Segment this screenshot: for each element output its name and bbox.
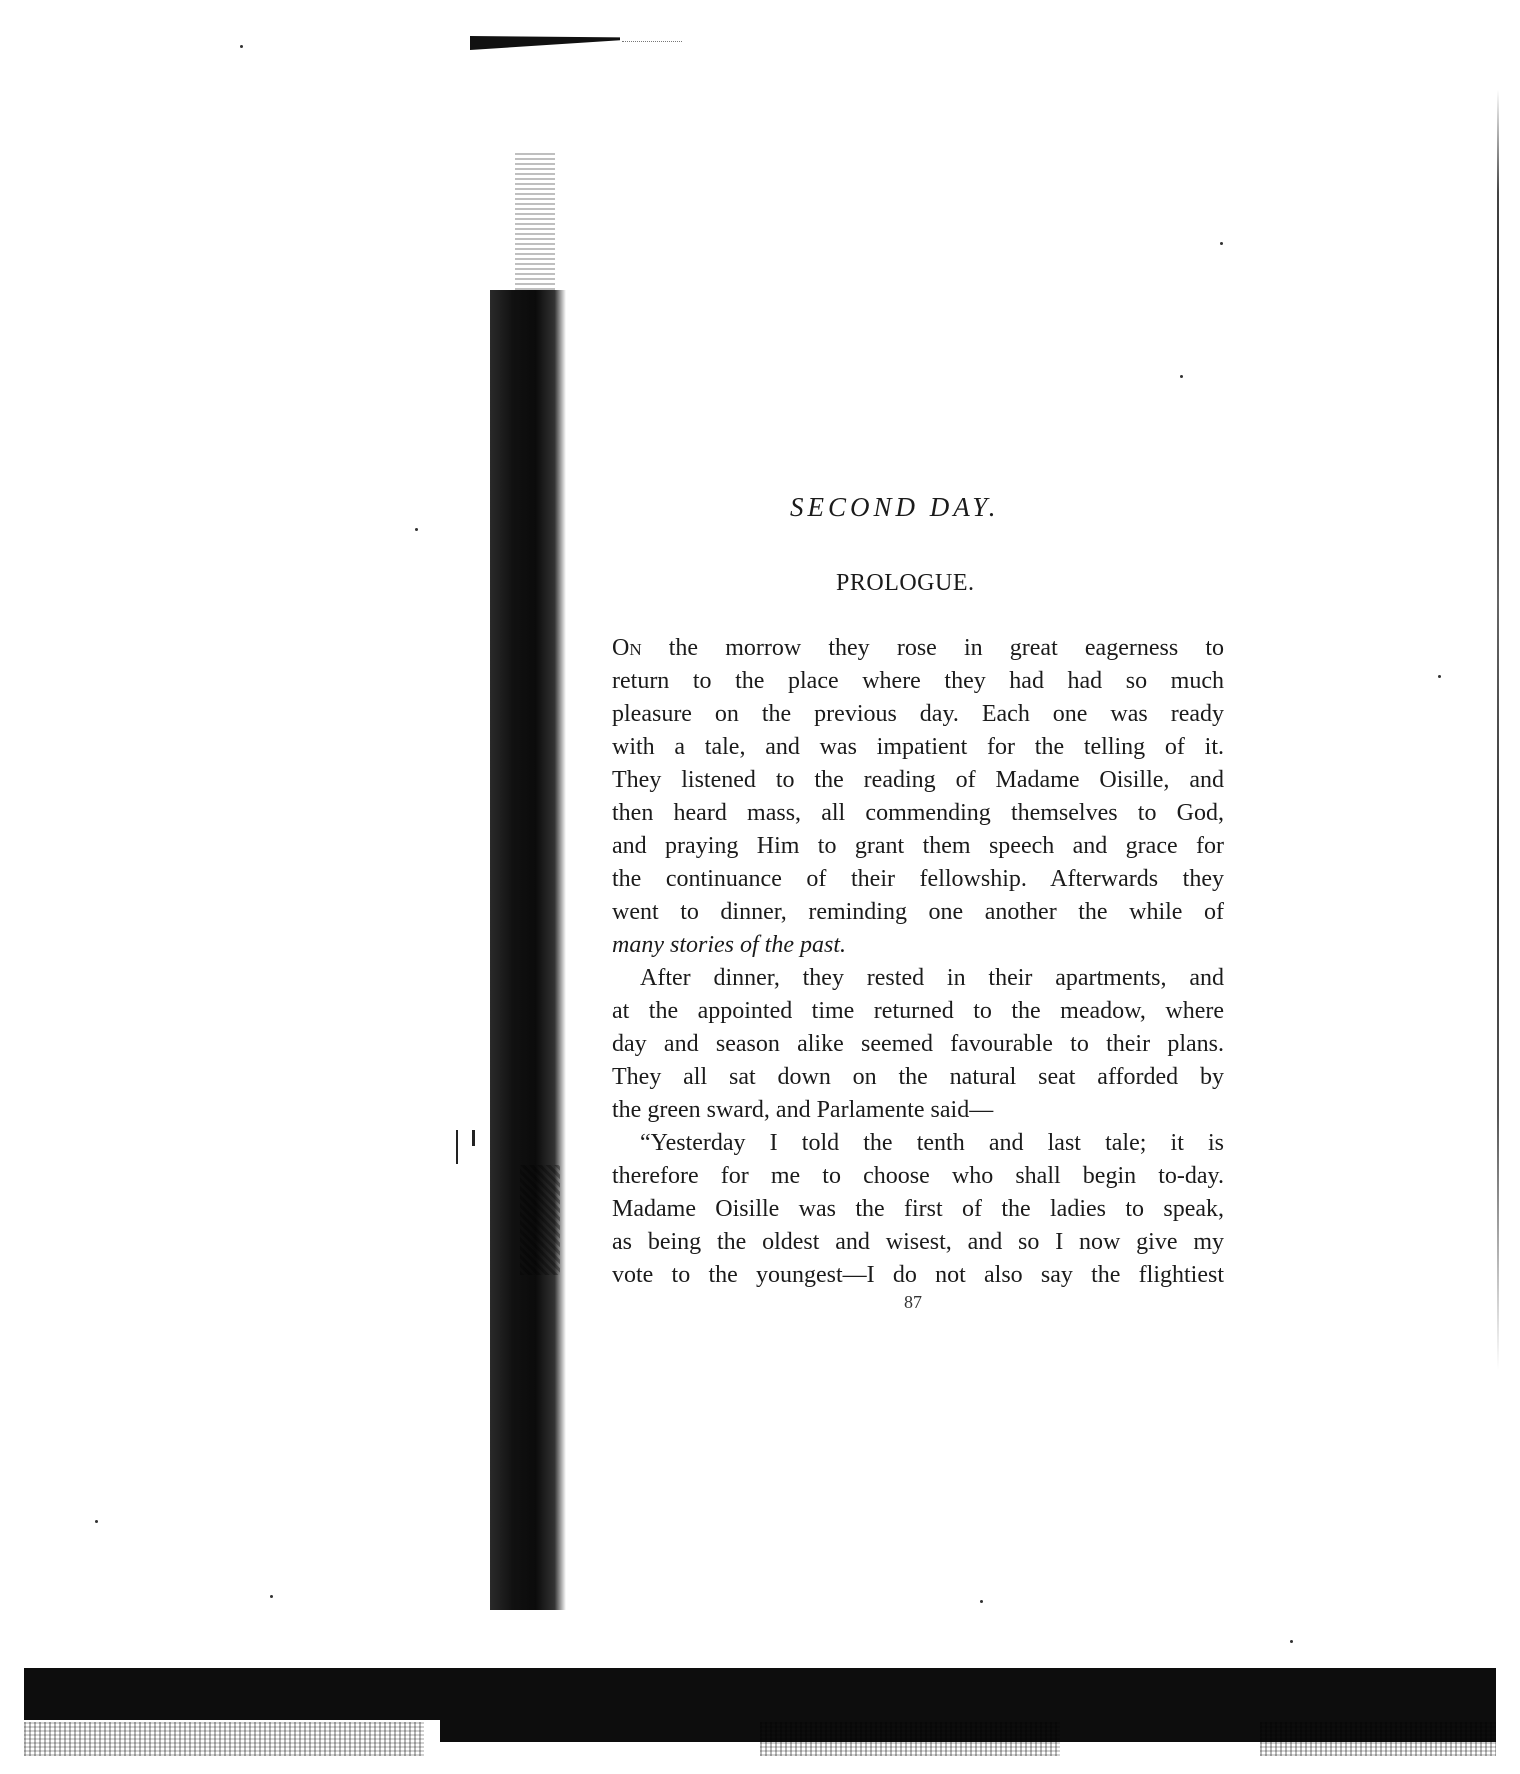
paragraph-2-line: day and season alike seemed favourable to their plans. xyxy=(612,1031,1224,1057)
paragraph-3-line: vote to the youngest—I do not also say the flightiest xyxy=(612,1262,1224,1288)
scan-dot xyxy=(95,1520,98,1523)
paragraph-1-line: then heard mass, all commending themselves to God, xyxy=(612,800,1224,826)
scan-dot xyxy=(415,528,418,531)
paragraph-3-line: Madame Oisille was the first of the ladies to speak, xyxy=(612,1196,1224,1222)
paragraph-1-line: many stories of the past. xyxy=(612,932,846,958)
paragraph-1 xyxy=(612,632,1224,962)
scan-dot xyxy=(1180,375,1183,378)
scan-dash-top xyxy=(622,41,682,42)
paragraph-3 xyxy=(612,1127,1224,1292)
gutter-speckle-top xyxy=(515,150,555,290)
page-number: 87 xyxy=(904,1292,922,1312)
scan-mark-left xyxy=(456,1130,470,1164)
paragraph-2-line: at the appointed time returned to the meadow, where xyxy=(612,998,1224,1024)
paragraph-1-line xyxy=(612,632,1224,665)
scan-edge-right xyxy=(1497,90,1499,1370)
paragraph-1-line: They listened to the reading of Madame Oisille, and xyxy=(612,767,1224,793)
scan-band-bottom xyxy=(24,1668,1496,1720)
paragraph-1-line: the continuance of their fellowship. Afterwards they xyxy=(612,866,1224,892)
scan-dot xyxy=(1220,242,1223,245)
paragraph-1-line-text: the morrow they rose in great eagerness to xyxy=(641,635,1224,661)
gutter-shadow xyxy=(490,290,566,1610)
scan-noise-middle xyxy=(760,1722,1060,1756)
scan-dot xyxy=(270,1595,273,1598)
scan-dot xyxy=(980,1600,983,1603)
paragraph-3-line: therefore for me to choose who shall begin to-day. xyxy=(612,1163,1224,1189)
scan-streak-top xyxy=(470,36,620,50)
scan-dot xyxy=(1290,1640,1293,1643)
paragraph-2-line: They all sat down on the natural seat afforded by xyxy=(612,1064,1224,1090)
scan-dot xyxy=(240,45,243,48)
paragraph-2-line: the green sward, and Parlamente said— xyxy=(612,1097,994,1123)
scan-noise-right xyxy=(1260,1722,1496,1756)
paragraph-1-line: went to dinner, reminding one another the while of xyxy=(612,899,1224,925)
chapter-title: SECOND DAY. xyxy=(790,492,1000,522)
paragraph-1-line: pleasure on the previous day. Each one was ready xyxy=(612,701,1224,727)
gutter-speckle-mid xyxy=(520,1165,560,1275)
paragraph-1-line: and praying Him to grant them speech and grace for xyxy=(612,833,1224,859)
section-title: PROLOGUE. xyxy=(836,570,975,596)
paragraph-2-line: After dinner, they rested in their apartments, and xyxy=(640,965,1224,991)
scan-mark-left-2 xyxy=(472,1130,475,1146)
paragraph-3-line: “Yesterday I told the tenth and last tale; it is xyxy=(640,1130,1224,1156)
paragraph-1-line: with a tale, and was impatient for the telling of it. xyxy=(612,734,1224,760)
paragraph-2 xyxy=(612,962,1224,1127)
paragraph-1-line: return to the place where they had had so much xyxy=(612,668,1224,694)
dropcap-word: On xyxy=(612,635,642,661)
scan-noise-left xyxy=(24,1722,424,1756)
paragraph-3-line: as being the oldest and wisest, and so I now give my xyxy=(612,1229,1224,1255)
scan-dot xyxy=(1438,675,1441,678)
